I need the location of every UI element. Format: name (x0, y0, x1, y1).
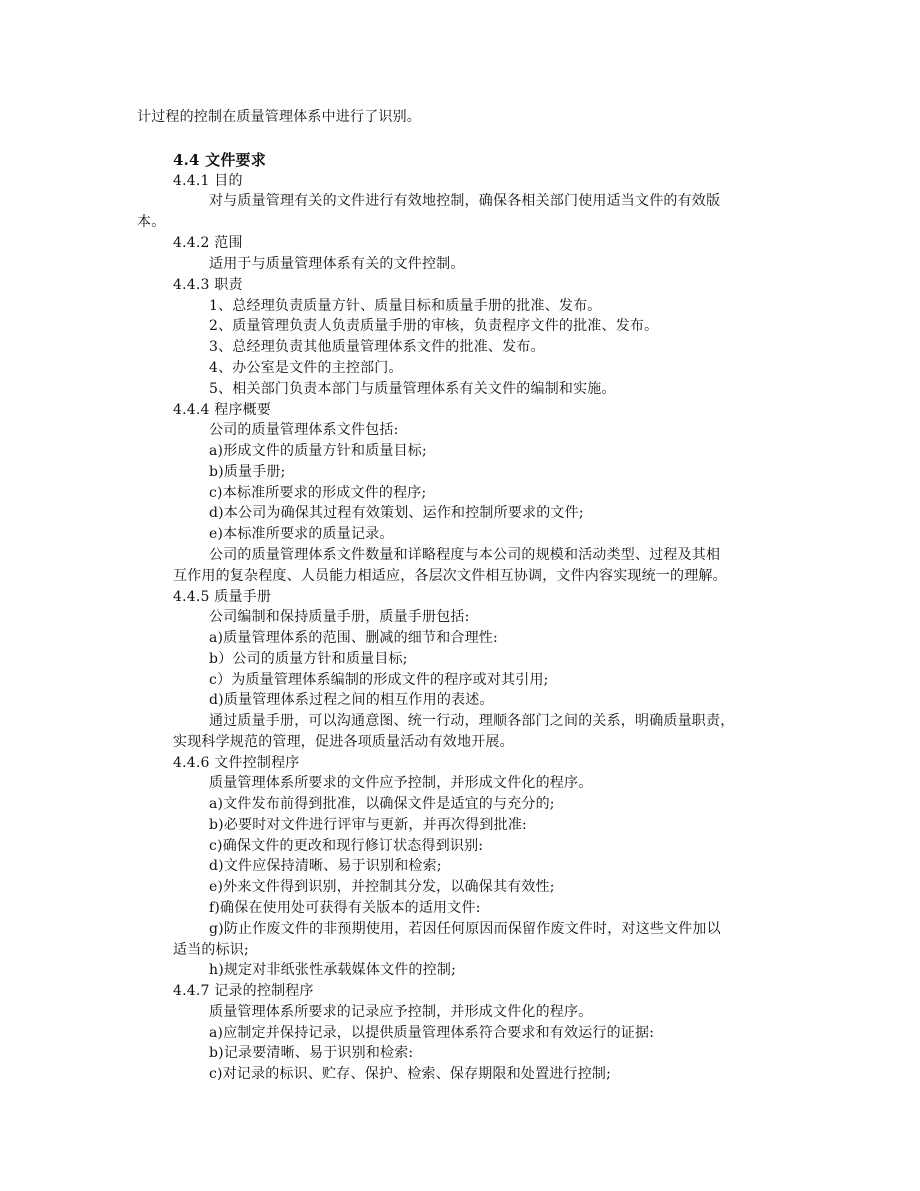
manual-summary: 通过质量手册，可以沟通意图、统一行动，理顺各部门之间的关系，明确质量职责， (209, 713, 735, 729)
responsibility-item-2: 2、质量管理负责人负责质量手册的审核，负责程序文件的批准、发布。 (209, 318, 659, 334)
manual-item-c: c）为质量管理体系编制的形成文件的程序或对其引用; (209, 672, 549, 688)
subsection-heading-4-4-3: 4.4.3 职责 (173, 277, 243, 293)
procedure-intro: 公司的质量管理体系文件包括: (209, 422, 399, 438)
procedure-summary-wrap: 互作用的复杂程度、人员能力相适应，各层次文件相互协调，文件内容实现统一的理解。 (173, 568, 727, 584)
record-control-item-b: b)记录要清晰、易于识别和检索: (209, 1045, 414, 1061)
subsection-heading-4-4-6: 4.4.6 文件控制程序 (173, 755, 300, 771)
manual-item-b: b）公司的质量方针和质量目标; (209, 651, 408, 667)
manual-summary-wrap: 实现科学规范的管理，促进各项质量活动有效地开展。 (173, 734, 514, 750)
paragraph-continuation: 计过程的控制在质量管理体系中进行了识别。 (137, 109, 421, 125)
subsection-heading-4-4-4: 4.4.4 程序概要 (173, 402, 272, 418)
record-control-item-c: c)对记录的标识、贮存、保护、检索、保存期限和处置进行控制; (209, 1066, 612, 1082)
procedure-item-d: d)本公司为确保其过程有效策划、运作和控制所要求的文件; (209, 505, 584, 521)
document-control-intro: 质量管理体系所要求的文件应予控制，并形成文件化的程序。 (209, 775, 593, 791)
subsection-heading-4-4-5: 4.4.5 质量手册 (173, 589, 272, 605)
responsibility-item-1: 1、总经理负责质量方针、质量目标和质量手册的批准、发布。 (209, 298, 602, 314)
responsibility-item-4: 4、办公室是文件的主控部门。 (209, 360, 403, 376)
procedure-item-a: a)形成文件的质量方针和质量目标; (209, 443, 427, 459)
responsibility-item-3: 3、总经理负责其他质量管理体系文件的批准、发布。 (209, 339, 545, 355)
purpose-text-wrap: 本。 (137, 214, 166, 230)
manual-intro: 公司编制和保持质量手册，质量手册包括: (209, 609, 470, 625)
document-control-item-g: g)防止作废文件的非预期使用，若因任何原因而保留作废文件时，对这些文件加以 (209, 921, 721, 937)
purpose-text: 对与质量管理有关的文件进行有效地控制，确保各相关部门使用适当文件的有效版 (209, 193, 721, 209)
procedure-summary: 公司的质量管理体系文件数量和详略程度与本公司的规模和活动类型、过程及其相 (209, 547, 721, 563)
procedure-item-e: e)本标准所要求的质量记录。 (209, 526, 394, 542)
document-control-item-f: f)确保在使用处可获得有关版本的适用文件: (209, 900, 481, 916)
document-control-item-e: e)外来文件得到识别，并控制其分发，以确保其有效性; (209, 879, 555, 895)
procedure-item-c: c)本标准所要求的形成文件的程序; (209, 485, 427, 501)
document-control-item-d: d)文件应保持清晰、易于识别和检索; (209, 858, 442, 874)
document-control-item-h: h)规定对非纸张性承载媒体文件的控制; (209, 962, 456, 978)
manual-item-a: a)质量管理体系的范围、删减的细节和合理性: (209, 630, 498, 646)
manual-item-d: d)质量管理体系过程之间的相互作用的表述。 (209, 692, 494, 708)
scope-text: 适用于与质量管理体系有关的文件控制。 (209, 256, 465, 272)
document-control-item-b: b)必要时对文件进行评审与更新，并再次得到批准: (209, 817, 527, 833)
subsection-heading-4-4-2: 4.4.2 范围 (173, 235, 243, 251)
document-control-item-g-wrap: 适当的标识; (173, 942, 249, 958)
section-heading-4-4: 4.4 文件要求 (173, 151, 266, 169)
record-control-intro: 质量管理体系所要求的记录应予控制，并形成文件化的程序。 (209, 1004, 593, 1020)
record-control-item-a: a)应制定并保持记录，以提供质量管理体系符合要求和有效运行的证据: (209, 1025, 655, 1041)
subsection-heading-4-4-1: 4.4.1 目的 (173, 173, 243, 189)
document-control-item-a: a)文件发布前得到批准，以确保文件是适宜的与充分的; (209, 796, 555, 812)
responsibility-item-5: 5、相关部门负责本部门与质量管理体系有关文件的编制和实施。 (209, 381, 616, 397)
subsection-heading-4-4-7: 4.4.7 记录的控制程序 (173, 983, 314, 999)
document-control-item-c: c)确保文件的更改和现行修订状态得到识别: (209, 838, 484, 854)
procedure-item-b: b)质量手册; (209, 464, 286, 480)
